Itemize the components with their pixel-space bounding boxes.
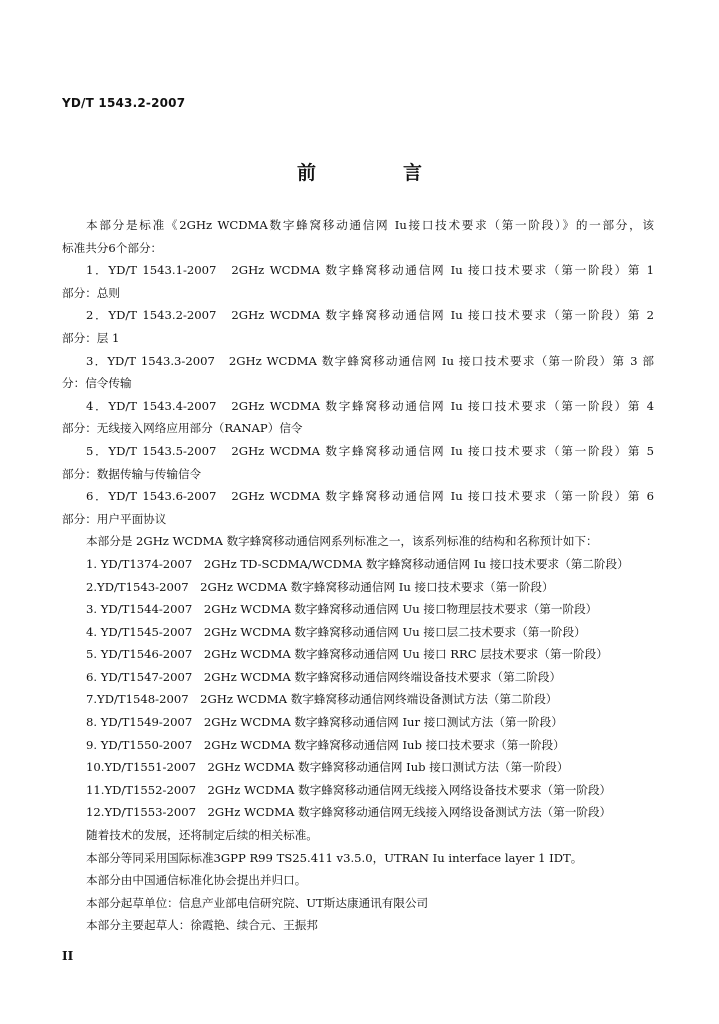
part-4-line-2: 部分：无线接入网络应用部分（RANAP）信令 [62,421,303,436]
closing-line-2: 本部分等同采用国际标准3GPP R99 TS25.411 v3.5.0，UTRAN Iu interface layer 1 IDT。 [86,850,583,865]
series-item-11: 11.YD/T1552-2007 2GHz WCDMA 数字蜂窝移动通信网无线接入网络设备技术要求（第一阶段） [86,782,612,797]
page-number: II [62,949,74,963]
part-5-line-2: 部分：数据传输与传输信令 [62,466,202,481]
closing-line-5: 本部分主要起草人：徐霞艳、续合元、王振邦 [86,918,318,933]
series-item-1: 1. YD/T1374-2007 2GHz TD-SCDMA/WCDMA 数字蜂窝移动通信网 Iu 接口技术要求（第二阶段） [86,556,629,571]
page-title: 前 言 [296,162,456,184]
closing-line-4: 本部分起草单位：信息产业部电信研究院、UT斯达康通讯有限公司 [86,895,429,910]
part-2-line-2: 部分：层 1 [62,330,120,345]
part-1-line-1: 1．YD/T 1543.1-2007 2GHz WCDMA 数字蜂窝移动通信网 Iu 接口技术要求（第一阶段）第 1 [86,263,654,278]
part-2-line-1: 2．YD/T 1543.2-2007 2GHz WCDMA 数字蜂窝移动通信网 Iu 接口技术要求（第一阶段）第 2 [86,308,654,323]
series-intro: 本部分是 2GHz WCDMA 数字蜂窝移动通信网系列标准之一，该系列标准的结构和名称预计如下： [86,534,598,549]
series-item-8: 8. YD/T1549-2007 2GHz WCDMA 数字蜂窝移动通信网 Iur 接口测试方法（第一阶段） [86,715,563,730]
standard-code-header: YD/T 1543.2-2007 [62,96,186,110]
part-5-line-1: 5．YD/T 1543.5-2007 2GHz WCDMA 数字蜂窝移动通信网 Iu 接口技术要求（第一阶段）第 5 [86,443,654,458]
closing-line-3: 本部分由中国通信标准化协会提出并归口。 [86,873,307,888]
part-4-line-1: 4．YD/T 1543.4-2007 2GHz WCDMA 数字蜂窝移动通信网 Iu 接口技术要求（第一阶段）第 4 [86,398,654,413]
series-item-5: 5. YD/T1546-2007 2GHz WCDMA 数字蜂窝移动通信网 Uu 接口 RRC 层技术要求（第一阶段） [86,647,608,662]
series-item-6: 6. YD/T1547-2007 2GHz WCDMA 数字蜂窝移动通信网终端设备技术要求（第二阶段） [86,669,562,684]
closing-line-1: 随着技术的发展，还将制定后续的相关标准。 [86,828,318,843]
intro-line-1: 本部分是标准《2GHz WCDMA数字蜂窝移动通信网 Iu接口技术要求（第一阶段）》的一部分，该 [86,218,654,232]
intro-line-2: 标准共分6个部分： [62,240,163,255]
part-3-line-1: 3．YD/T 1543.3-2007 2GHz WCDMA 数字蜂窝移动通信网 Iu 接口技术要求（第一阶段）第 3 部 [86,353,654,368]
part-3-line-2: 分：信令传输 [62,376,132,391]
part-6-line-2: 部分：用户平面协议 [62,511,167,526]
series-item-3: 3. YD/T1544-2007 2GHz WCDMA 数字蜂窝移动通信网 Uu 接口物理层技术要求（第一阶段） [86,602,598,617]
series-item-7: 7.YD/T1548-2007 2GHz WCDMA 数字蜂窝移动通信网终端设备测试方法（第二阶段） [86,692,558,707]
foreword-body [62,214,654,937]
series-item-10: 10.YD/T1551-2007 2GHz WCDMA 数字蜂窝移动通信网 Iub 接口测试方法（第一阶段） [86,760,569,775]
series-item-12: 12.YD/T1553-2007 2GHz WCDMA 数字蜂窝移动通信网无线接入网络设备测试方法（第一阶段） [86,805,612,820]
part-1-line-2: 部分：总则 [62,285,120,300]
series-item-9: 9. YD/T1550-2007 2GHz WCDMA 数字蜂窝移动通信网 Iub 接口技术要求（第一阶段） [86,737,565,752]
part-6-line-1: 6．YD/T 1543.6-2007 2GHz WCDMA 数字蜂窝移动通信网 Iu 接口技术要求（第一阶段）第 6 [86,489,654,504]
series-item-2: 2.YD/T1543-2007 2GHz WCDMA 数字蜂窝移动通信网 Iu 接口技术要求（第一阶段） [86,579,554,594]
series-item-4: 4. YD/T1545-2007 2GHz WCDMA 数字蜂窝移动通信网 Uu 接口层二技术要求（第一阶段） [86,624,586,639]
